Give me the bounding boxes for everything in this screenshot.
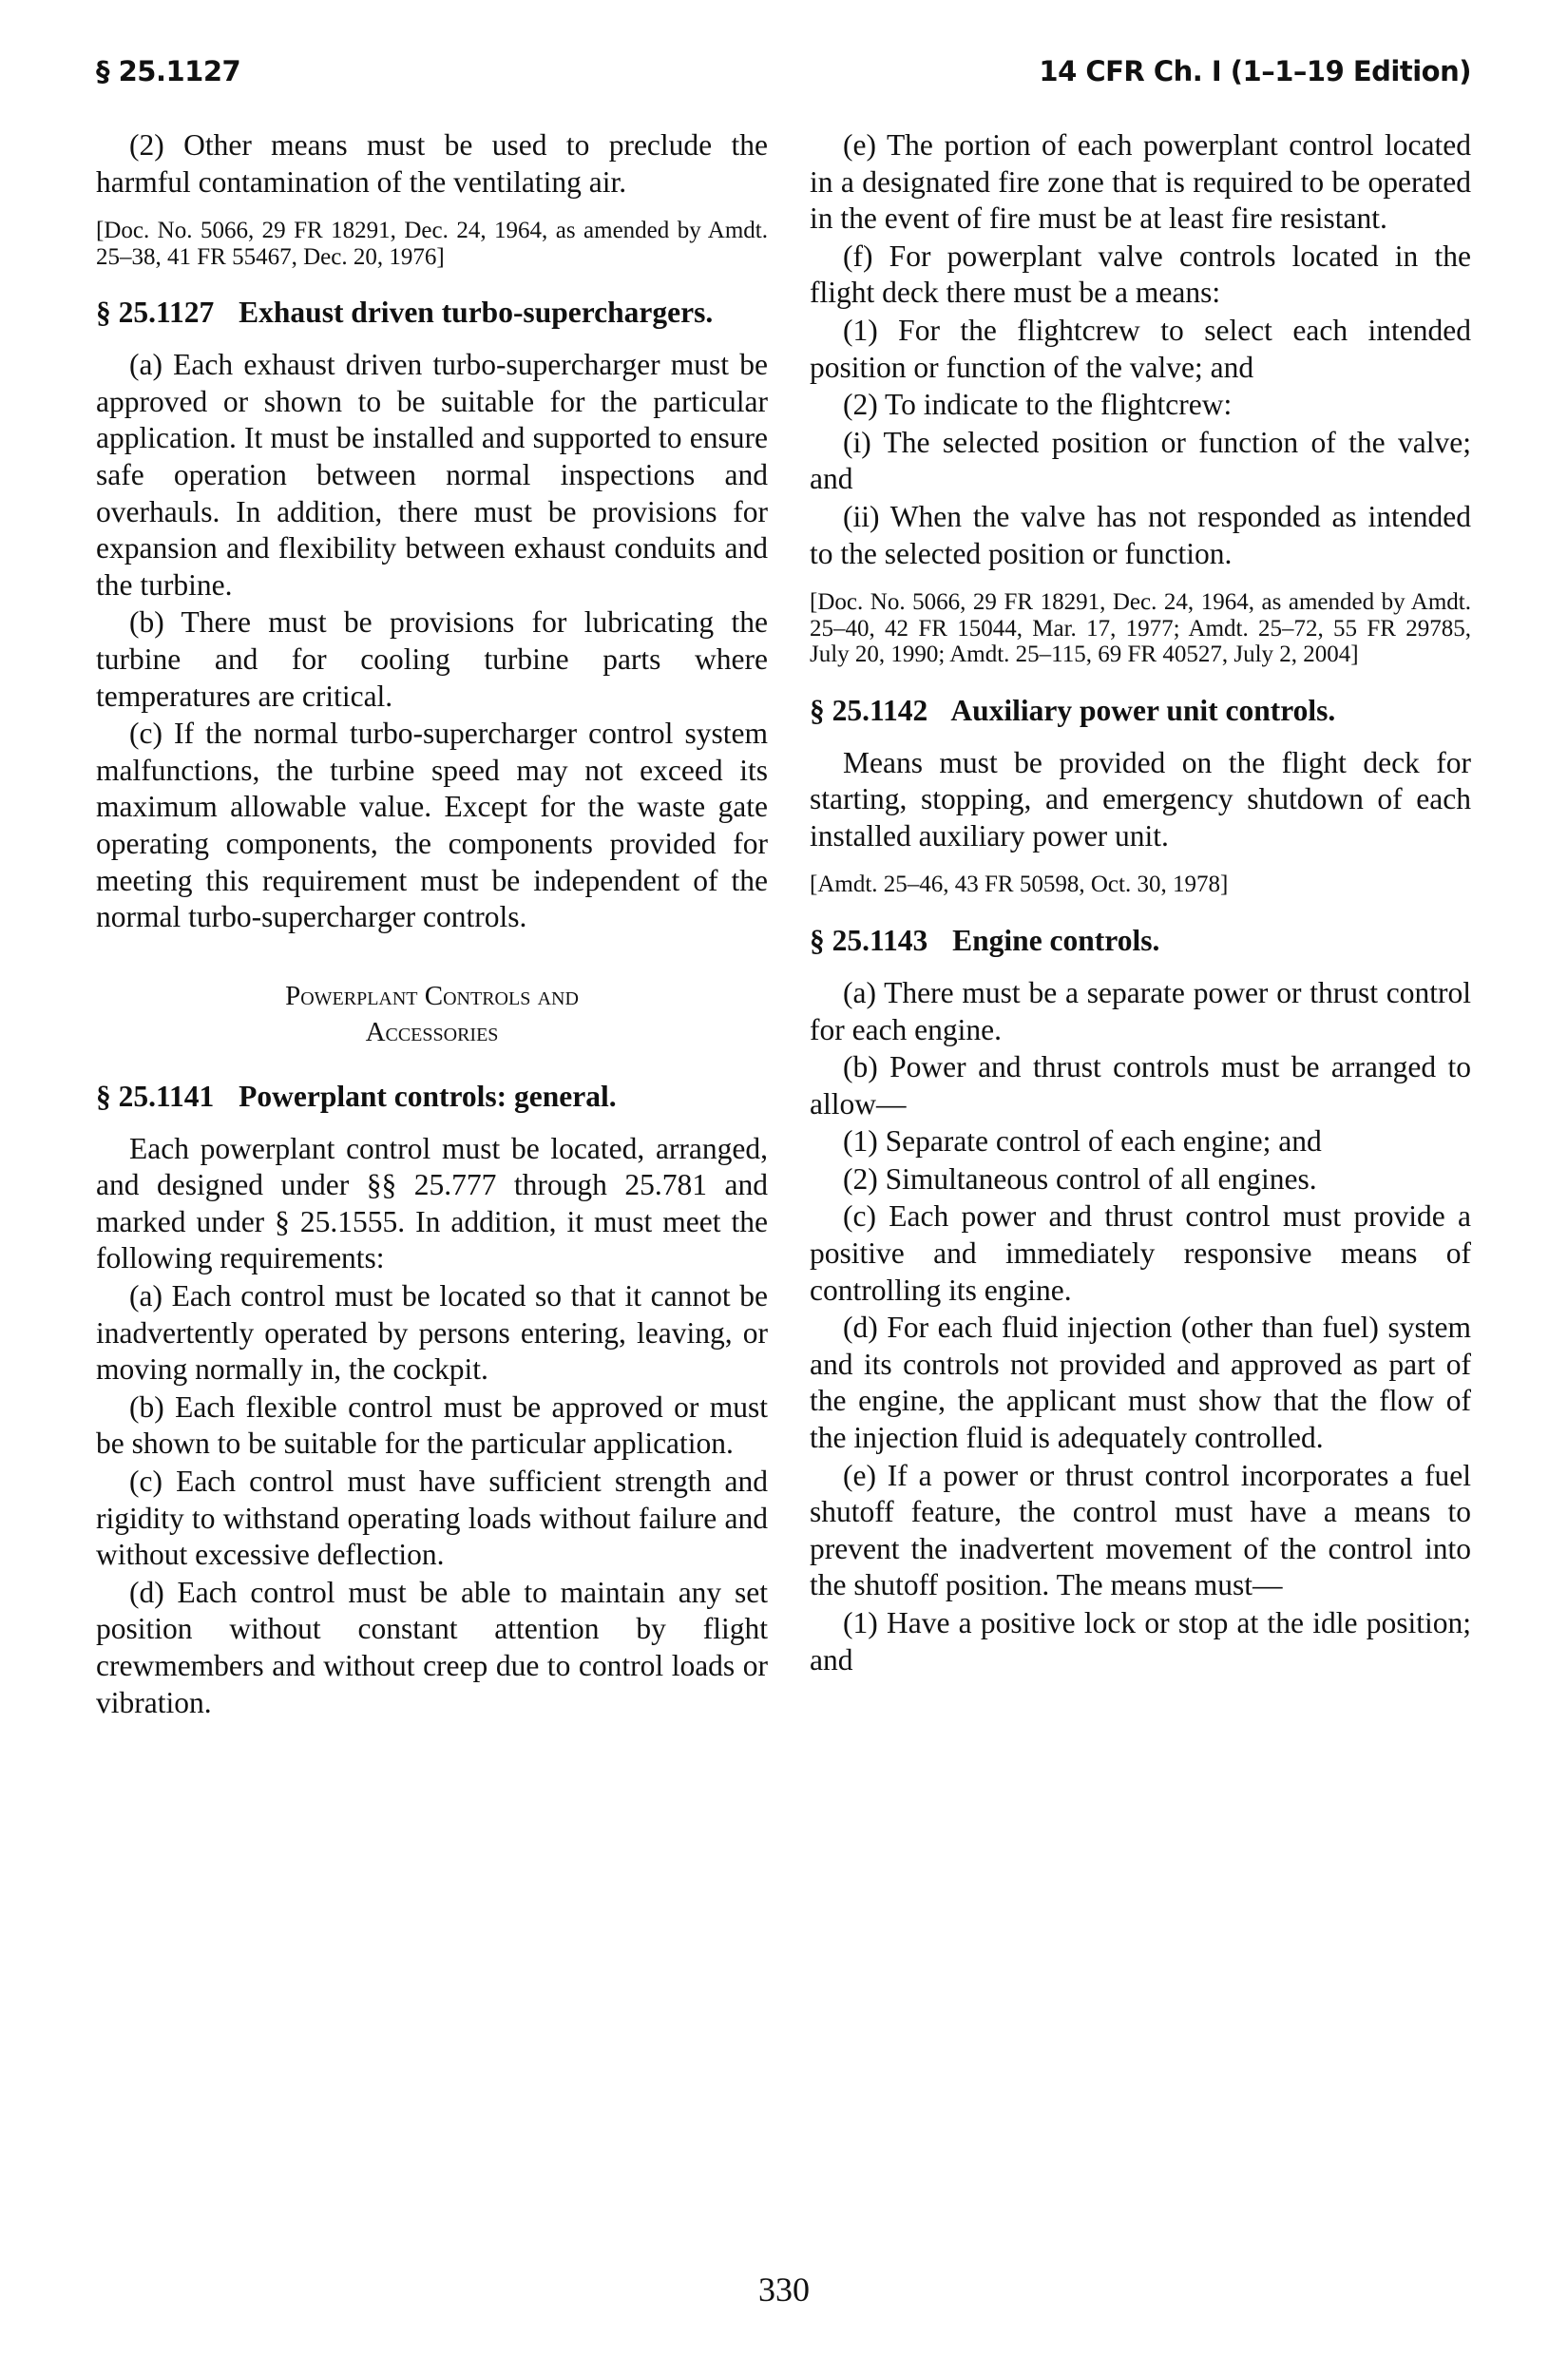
section-number: § 25.1127	[96, 296, 215, 330]
paragraph: (b) Each flexible control must be approved or must be shown to be suitable for the particular application.	[96, 1389, 768, 1461]
running-head-publication: 14 CFR Ch. I (1–1–19 Edition)	[1039, 55, 1471, 87]
section-heading-25-1142	[810, 693, 1471, 727]
paragraph: (c) If the normal turbo-supercharger control system malfunctions, the turbine speed may not exceed its maximum allowable value. Except for the waste gate operating components, the components provided for meeting this requirement must be independent of the normal turbo-supercharger controls.	[96, 717, 768, 934]
paragraph: (f) For powerplant valve controls located in the flight deck there must be a means:	[810, 239, 1471, 310]
running-head	[96, 55, 1471, 93]
paragraph: (a) Each exhaust driven turbo-supercharger must be approved or shown to be suitable for the particular application. It must be installed and supported to ensure safe operation between normal inspections and overhauls. In addition, there must be provisions for expansion and flexibility between exhaust conduits and the turbine.	[96, 348, 768, 602]
section-title: Exhaust driven turbo-superchargers.	[239, 296, 714, 330]
section-title: Powerplant controls: general.	[239, 1079, 617, 1113]
paragraph: (c) Each control must have sufficient strength and rigidity to withstand operating loads without failure and without excessive deflection.	[96, 1465, 768, 1572]
subpart-heading-line: Powerplant Controls and	[285, 980, 579, 1011]
paragraph: (1) Have a positive lock or stop at the idle position; and	[810, 1606, 1471, 1677]
paragraph: Each powerplant control must be located, arranged, and designed under §§ 25.777 through 25.781 and marked under § 25.1555. In addition, it must meet the following requirements:	[96, 1131, 768, 1275]
paragraph: (1) For the flightcrew to select each intended position or function of the valve; and	[810, 313, 1471, 384]
section-number: § 25.1143	[810, 923, 928, 957]
subpart-heading-line: Accessories	[365, 1016, 499, 1047]
paragraph: (d) For each fluid injection (other than fuel) system and its controls not provided and approved as part of the engine, the applicant must show that the flow of the injection fluid is adequately controlled.	[810, 1311, 1471, 1455]
source-citation: [Doc. No. 5066, 29 FR 18291, Dec. 24, 1964, as amended by Amdt. 25–40, 42 FR 15044, Mar. 17, 1977; Amdt. 25–72, 55 FR 29785, July 20, 1990; Amdt. 25–115, 69 FR 40527, July 2, 2004]	[810, 589, 1471, 668]
paragraph: (i) The selected position or function of the valve; and	[810, 425, 1471, 496]
paragraph: (a) There must be a separate power or thrust control for each engine.	[810, 975, 1471, 1046]
section-title: Engine controls.	[952, 923, 1160, 957]
paragraph: (ii) When the valve has not responded as intended to the selected position or function.	[810, 499, 1471, 570]
source-citation: [Doc. No. 5066, 29 FR 18291, Dec. 24, 1964, as amended by Amdt. 25–38, 41 FR 55467, Dec. 20, 1976]	[96, 218, 768, 270]
paragraph: (1) Separate control of each engine; and	[843, 1124, 1322, 1159]
left-column	[96, 127, 768, 1722]
section-number: § 25.1141	[96, 1079, 215, 1113]
section-title: Auxiliary power unit controls.	[950, 693, 1336, 727]
section-heading-25-1143	[810, 923, 1471, 957]
subpart-heading	[134, 978, 730, 1050]
right-column	[810, 127, 1471, 1679]
paragraph: (e) If a power or thrust control incorporates a fuel shutoff feature, the control must have a means to prevent the inadvertent movement of the control into the shutoff position. The means must—	[810, 1458, 1471, 1602]
page-number: 330	[758, 2271, 810, 2309]
paragraph: Means must be provided on the flight deck for starting, stopping, and emergency shutdown of each installed auxiliary power unit.	[810, 745, 1471, 853]
paragraph: (d) Each control must be able to maintain any set position without constant attention by flight crewmembers and without creep due to control loads or vibration.	[96, 1575, 768, 1719]
section-heading-25-1127	[96, 296, 768, 330]
paragraph: (2) To indicate to the flightcrew:	[843, 388, 1233, 422]
running-head-section: § 25.1127	[96, 55, 241, 87]
section-heading-25-1141	[96, 1079, 768, 1113]
paragraph: (c) Each power and thrust control must provide a positive and immediately responsive means of controlling its engine.	[810, 1199, 1471, 1307]
paragraph: (b) Power and thrust controls must be arranged to allow—	[810, 1050, 1471, 1121]
source-citation: [Amdt. 25–46, 43 FR 50598, Oct. 30, 1978]	[810, 872, 1229, 898]
paragraph: (e) The portion of each powerplant control located in a designated fire zone that is required to be operated in the event of fire must be at least fire resistant.	[810, 128, 1471, 236]
paragraph: (2) Other means must be used to preclude the harmful contamination of the ventilating air.	[96, 128, 768, 199]
paragraph: (a) Each control must be located so that it cannot be inadvertently operated by persons entering, leaving, or moving normally in, the cockpit.	[96, 1279, 768, 1387]
paragraph: (b) There must be provisions for lubricating the turbine and for cooling turbine parts where temperatures are critical.	[96, 605, 768, 713]
paragraph: (2) Simultaneous control of all engines.	[843, 1161, 1317, 1196]
section-number: § 25.1142	[810, 693, 928, 727]
